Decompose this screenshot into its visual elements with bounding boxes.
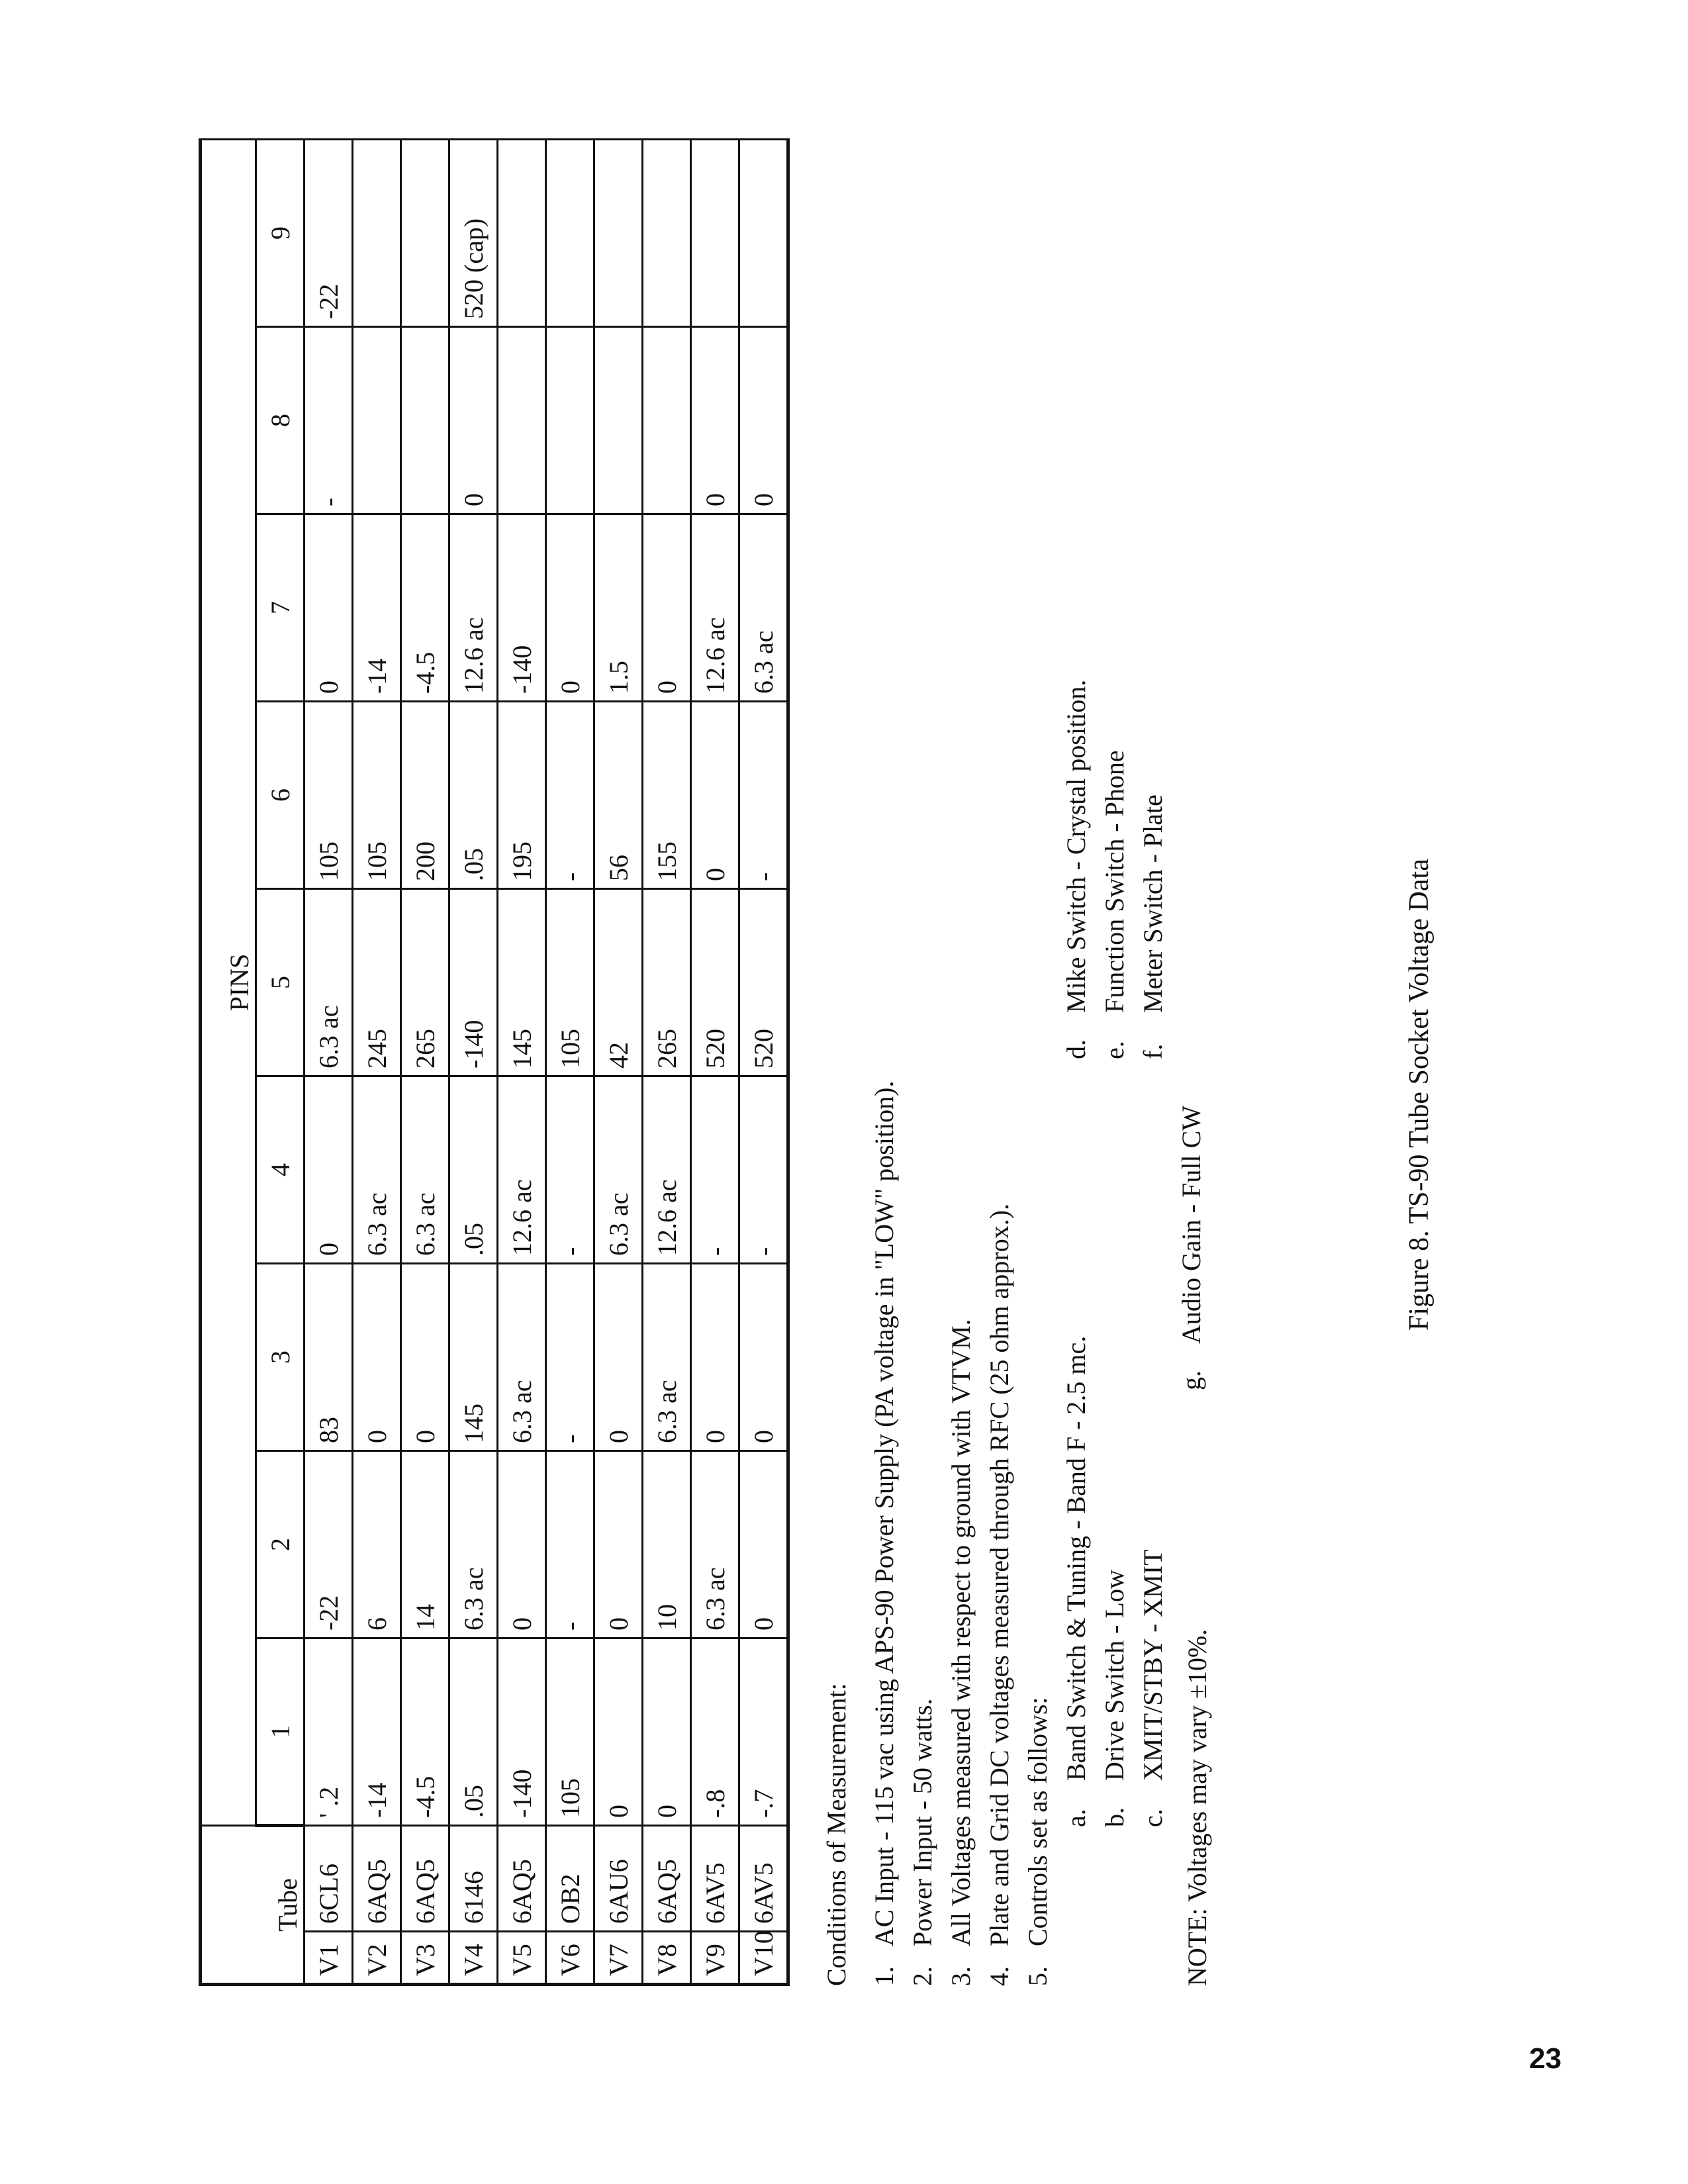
pin-voltage-cell: 6 bbox=[353, 1451, 401, 1638]
tube-id-cell: V9 bbox=[691, 1932, 739, 1985]
pin-voltage-cell: - bbox=[305, 327, 353, 514]
conditions-heading: Conditions of Measurement: bbox=[821, 1683, 851, 1986]
control-text: Mike Switch - Crystal position. bbox=[1061, 679, 1091, 1013]
condition-number: 3. bbox=[946, 1966, 976, 1986]
pin-voltage-cell: 6.3 ac bbox=[305, 889, 353, 1076]
pin-voltage-cell: -.7 bbox=[739, 1638, 788, 1826]
pin-voltage-cell: 520 bbox=[739, 889, 788, 1076]
pin-voltage-cell: 0 bbox=[594, 1264, 643, 1451]
pin-voltage-cell: 0 bbox=[353, 1264, 401, 1451]
control-text: Drive Switch - Low bbox=[1100, 1570, 1129, 1781]
control-text: Function Switch - Phone bbox=[1100, 750, 1129, 1013]
pin-voltage-cell: 56 bbox=[594, 702, 643, 889]
control-letter: a. bbox=[1061, 1809, 1091, 1827]
control-text: Meter Switch - Plate bbox=[1138, 794, 1168, 1013]
pin-voltage-cell: 195 bbox=[498, 702, 546, 889]
tube-type-cell: OB2 bbox=[546, 1826, 594, 1932]
pin-voltage-cell: 12.6 ac bbox=[449, 514, 498, 702]
tube-id-cell: V6 bbox=[546, 1932, 594, 1985]
tube-id-cell: V4 bbox=[449, 1932, 498, 1985]
table-row bbox=[546, 139, 594, 1984]
tube-type-cell: 6AQ5 bbox=[498, 1826, 546, 1932]
pin-number-header: 4 bbox=[256, 1076, 305, 1264]
control-letter: g. bbox=[1176, 1370, 1206, 1390]
page-number: 23 bbox=[1529, 2042, 1562, 2075]
control-text: XMIT/STBY - XMIT bbox=[1138, 1549, 1168, 1781]
control-setting-g bbox=[1172, 1106, 1211, 1390]
pin-voltage-cell: 42 bbox=[594, 889, 643, 1076]
pin-voltage-cell: 0 bbox=[594, 1638, 643, 1826]
pin-voltage-cell: 6.3 ac bbox=[691, 1451, 739, 1638]
condition-text: Plate and Grid DC voltages measured through RFC (25 ohm approx.). bbox=[984, 1203, 1014, 1946]
tube-id-cell: V3 bbox=[401, 1932, 449, 1985]
pin-voltage-cell: 1.5 bbox=[594, 514, 643, 702]
condition-item bbox=[865, 139, 904, 1986]
pin-voltage-cell: -.8 bbox=[691, 1638, 739, 1826]
table-row bbox=[449, 139, 498, 1984]
table-row bbox=[305, 139, 353, 1984]
pin-voltage-cell: 0 bbox=[739, 1264, 788, 1451]
tube-type-cell: 6146 bbox=[449, 1826, 498, 1932]
pin-voltage-cell: 0 bbox=[739, 327, 788, 514]
pin-voltage-cell: 83 bbox=[305, 1264, 353, 1451]
pin-number-header: 1 bbox=[256, 1638, 305, 1826]
table-row bbox=[739, 139, 788, 1984]
table-row bbox=[691, 139, 739, 1984]
pin-voltage-cell: 12.6 ac bbox=[691, 514, 739, 702]
pin-voltage-cell bbox=[401, 327, 449, 514]
pin-voltage-cell: 0 bbox=[691, 1264, 739, 1451]
pin-voltage-cell: 0 bbox=[305, 514, 353, 702]
condition-item bbox=[980, 139, 1019, 1986]
pin-voltage-cell: 0 bbox=[449, 327, 498, 514]
conditions-of-measurement bbox=[818, 139, 1213, 1986]
figure-caption: Figure 8. TS-90 Tube Socket Voltage Data bbox=[1404, 859, 1434, 1331]
pin-voltage-cell bbox=[401, 139, 449, 326]
pin-voltage-cell: 10 bbox=[643, 1451, 691, 1638]
tube-id-cell: V7 bbox=[594, 1932, 643, 1985]
condition-number: 1. bbox=[869, 1966, 899, 1986]
pin-number-header: 8 bbox=[256, 327, 305, 514]
tube-id-cell: V2 bbox=[353, 1932, 401, 1985]
tube-id-cell: V1 bbox=[305, 1932, 353, 1985]
pin-voltage-cell: -140 bbox=[498, 514, 546, 702]
pin-voltage-cell: 6.3 ac bbox=[353, 1076, 401, 1264]
condition-number: 5. bbox=[1023, 1966, 1053, 1986]
pin-voltage-cell: 0 bbox=[691, 327, 739, 514]
pin-voltage-cell: -22 bbox=[305, 139, 353, 326]
table-row bbox=[401, 139, 449, 1984]
pin-voltage-cell bbox=[353, 139, 401, 326]
pin-voltage-cell bbox=[739, 139, 788, 326]
control-setting-f bbox=[1134, 794, 1172, 1059]
condition-text: AC Input - 115 vac using APS-90 Power Supply (PA voltage in "LOW" position). bbox=[869, 1080, 899, 1946]
control-letter: e. bbox=[1100, 1041, 1129, 1059]
pin-voltage-cell bbox=[643, 327, 691, 514]
pin-voltage-cell: 0 bbox=[739, 1451, 788, 1638]
tube-header: Tube bbox=[201, 1826, 305, 1985]
condition-number: 4. bbox=[984, 1966, 1014, 1986]
condition-text: Power Input - 50 watts. bbox=[908, 1698, 937, 1946]
control-setting-e bbox=[1096, 750, 1134, 1059]
pin-voltage-cell: 520 (cap) bbox=[449, 139, 498, 326]
pin-voltage-cell bbox=[643, 139, 691, 326]
control-text: Audio Gain - Full CW bbox=[1176, 1106, 1206, 1344]
pin-voltage-cell: 105 bbox=[305, 702, 353, 889]
condition-number: 2. bbox=[908, 1966, 937, 1986]
pin-voltage-cell: .05 bbox=[449, 1076, 498, 1264]
pin-voltage-cell: 6.3 ac bbox=[401, 1076, 449, 1264]
pin-voltage-cell: 0 bbox=[643, 514, 691, 702]
pin-voltage-cell: -4.5 bbox=[401, 1638, 449, 1826]
pin-number-header: 6 bbox=[256, 702, 305, 889]
pin-voltage-cell: 155 bbox=[643, 702, 691, 889]
pin-voltage-cell: 6.3 ac bbox=[498, 1264, 546, 1451]
pin-voltage-cell: 265 bbox=[643, 889, 691, 1076]
pin-voltage-cell: 12.6 ac bbox=[498, 1076, 546, 1264]
pin-voltage-cell bbox=[546, 327, 594, 514]
pin-voltage-cell bbox=[691, 139, 739, 326]
condition-item bbox=[904, 139, 942, 1986]
pin-voltage-cell: 0 bbox=[401, 1264, 449, 1451]
pin-voltage-cell: 6.3 ac bbox=[739, 514, 788, 702]
control-letter: c. bbox=[1138, 1809, 1168, 1827]
table-row bbox=[594, 139, 643, 1984]
pin-voltage-cell bbox=[353, 327, 401, 514]
pin-voltage-cell: 0 bbox=[498, 1451, 546, 1638]
tube-socket-voltage-table bbox=[199, 138, 790, 1986]
control-letter: f. bbox=[1138, 1043, 1168, 1059]
pin-voltage-cell: - bbox=[546, 702, 594, 889]
pin-voltage-cell: 145 bbox=[449, 1264, 498, 1451]
tube-type-cell: 6AU6 bbox=[594, 1826, 643, 1932]
pin-voltage-cell bbox=[498, 139, 546, 326]
condition-text: All Voltages measured with respect to ground with VTVM. bbox=[946, 1319, 976, 1946]
pin-voltage-cell: -22 bbox=[305, 1451, 353, 1638]
pin-voltage-cell: 105 bbox=[546, 1638, 594, 1826]
pin-number-header: 3 bbox=[256, 1264, 305, 1451]
pin-voltage-cell: - bbox=[739, 1076, 788, 1264]
pin-number-header: 5 bbox=[256, 889, 305, 1076]
pin-voltage-cell: - bbox=[546, 1076, 594, 1264]
pin-number-header: 7 bbox=[256, 514, 305, 702]
condition-text: Controls set as follows: bbox=[1023, 1697, 1053, 1946]
pin-voltage-cell: 6.3 ac bbox=[594, 1076, 643, 1264]
pin-voltage-cell: -14 bbox=[353, 1638, 401, 1826]
pin-voltage-cell: - bbox=[546, 1264, 594, 1451]
pin-voltage-cell: 200 bbox=[401, 702, 449, 889]
pin-voltage-cell: 105 bbox=[546, 889, 594, 1076]
pin-voltage-cell: ' .2 bbox=[305, 1638, 353, 1826]
table-row bbox=[498, 139, 546, 1984]
tube-type-cell: 6AV5 bbox=[739, 1826, 788, 1932]
pin-voltage-cell: 6.3 ac bbox=[643, 1264, 691, 1451]
table-row bbox=[643, 139, 691, 1984]
pin-voltage-cell: -140 bbox=[498, 1638, 546, 1826]
pin-number-header: 9 bbox=[256, 139, 305, 326]
pins-header: PINS bbox=[201, 139, 256, 1825]
pin-number-header: 2 bbox=[256, 1451, 305, 1638]
control-letter: b. bbox=[1100, 1807, 1129, 1827]
pin-voltage-cell bbox=[594, 139, 643, 326]
pin-voltage-cell: 0 bbox=[594, 1451, 643, 1638]
control-setting-c bbox=[1134, 1549, 1172, 1827]
pin-voltage-cell: .05 bbox=[449, 1638, 498, 1826]
condition-item bbox=[1019, 139, 1057, 1986]
tube-id-cell: V10 bbox=[739, 1932, 788, 1985]
tube-type-cell: 6AQ5 bbox=[353, 1826, 401, 1932]
pin-voltage-cell bbox=[498, 327, 546, 514]
rotated-page-content bbox=[199, 99, 1509, 1986]
pin-voltage-cell: 145 bbox=[498, 889, 546, 1076]
tube-id-cell: V8 bbox=[643, 1932, 691, 1985]
pin-voltage-cell: 245 bbox=[353, 889, 401, 1076]
control-setting-d bbox=[1057, 680, 1096, 1059]
pin-voltage-cell: - bbox=[691, 1076, 739, 1264]
pin-voltage-cell: 105 bbox=[353, 702, 401, 889]
tube-type-cell: 6AQ5 bbox=[643, 1826, 691, 1932]
tube-type-cell: 6AV5 bbox=[691, 1826, 739, 1932]
table-row bbox=[353, 139, 401, 1984]
pin-voltage-cell: 6.3 ac bbox=[449, 1451, 498, 1638]
pin-voltage-cell: 0 bbox=[546, 514, 594, 702]
control-letter: d. bbox=[1061, 1039, 1091, 1059]
pin-voltage-cell: .05 bbox=[449, 702, 498, 889]
control-setting-a bbox=[1057, 1336, 1096, 1827]
pin-voltage-cell: -4.5 bbox=[401, 514, 449, 702]
tube-id-cell: V5 bbox=[498, 1932, 546, 1985]
pin-voltage-cell: 14 bbox=[401, 1451, 449, 1638]
control-setting-b bbox=[1096, 1570, 1134, 1827]
tube-type-cell: 6CL6 bbox=[305, 1826, 353, 1932]
pin-voltage-cell: 0 bbox=[691, 702, 739, 889]
tube-type-cell: 6AQ5 bbox=[401, 1826, 449, 1932]
tube-rows bbox=[305, 139, 788, 1984]
pin-voltage-cell bbox=[546, 139, 594, 326]
pin-voltage-cell: 0 bbox=[643, 1638, 691, 1826]
pin-voltage-cell: 12.6 ac bbox=[643, 1076, 691, 1264]
pin-voltage-cell: -140 bbox=[449, 889, 498, 1076]
voltage-tolerance-note: NOTE: Voltages may vary ±10%. bbox=[1182, 1629, 1212, 1986]
condition-item bbox=[942, 139, 980, 1986]
pin-voltage-cell bbox=[594, 327, 643, 514]
pin-voltage-cell: 520 bbox=[691, 889, 739, 1076]
pin-voltage-cell: 0 bbox=[305, 1076, 353, 1264]
pin-voltage-cell: 265 bbox=[401, 889, 449, 1076]
pin-voltage-cell: -14 bbox=[353, 514, 401, 702]
control-text: Band Switch & Tuning - Band F - 2.5 mc. bbox=[1061, 1335, 1091, 1781]
pin-voltage-cell: - bbox=[739, 702, 788, 889]
control-settings bbox=[1057, 139, 1213, 1827]
pin-voltage-cell: - bbox=[546, 1451, 594, 1638]
